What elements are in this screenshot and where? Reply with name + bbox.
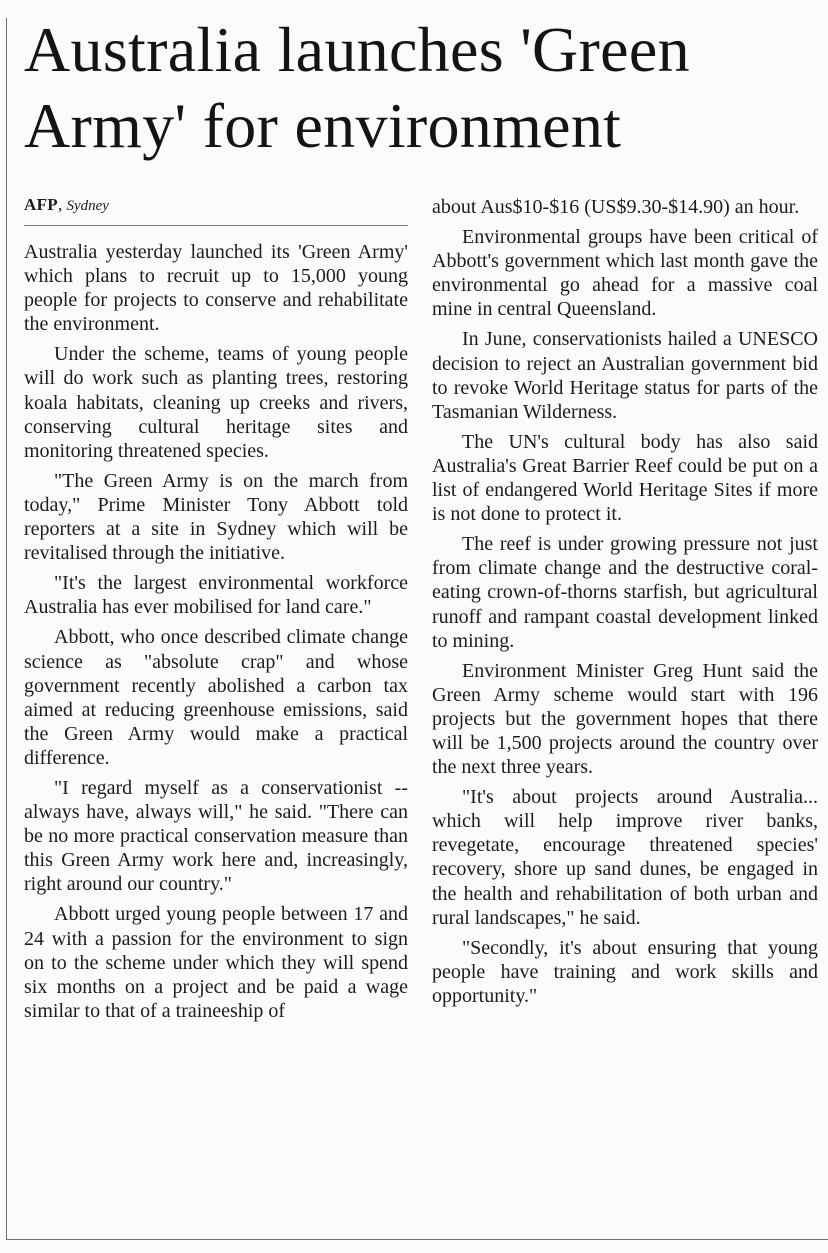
byline (24, 195, 408, 226)
paragraph-barrier-reef: The UN's cultural body has also said Australia's Great Barrier Reef could be put on a list of endangered World Heritage Sites if more is not done to protect it. (432, 430, 818, 526)
paragraph-quote-training: "Secondly, it's about ensuring that young people have training and work skills and opportunity." (432, 936, 818, 1007)
paragraph-wage: Abbott urged young people between 17 and 24 with a passion for the environment to sign on to the scheme under which they will spend six months on a project and be paid a wage similar to that of a traineeship of (24, 903, 408, 1022)
paragraph-quote-march: "The Green Army is on the march from today," Prime Minister Tony Abbott told reporters at a site in Sydney which will be revitalised through the initiative. (24, 469, 408, 565)
left-column (24, 195, 408, 1029)
paragraph-abbott-climate: Abbott, who once described climate change science as "absolute crap" and whose government recently abolished a carbon tax aimed at reducing greenhouse emissions, said the Green Army would make a practical difference. (24, 626, 408, 769)
paragraph-quote-workforce: "It's the largest environmental workforce Australia has ever mobilised for land care." (24, 572, 408, 619)
paragraph-lede: Australia yesterday launched its 'Green Army' which plans to recruit up to 15,000 young people for projects to conserve and rehabilitate the environment. (24, 241, 408, 336)
paragraph-reef-pressure: The reef is under growing pressure not just from climate change and the destructive coral-eating crown-of-thorns starfish, but agricultural runoff and rampant coastal development linked to mining. (432, 533, 818, 652)
byline-city: Sydney (66, 198, 109, 214)
paragraph-quote-projects: "It's about projects around Australia... which will help improve river banks, revegetate, encourage threatened species' recovery, shore up sand dunes, be engaged in the health and rehabilitation of both urban and rural landscapes," he said. (432, 786, 818, 929)
paragraph-environmental-groups: Environmental groups have been critical of Abbott's government which last month gave the environmental go ahead for a massive coal mine in central Queensland. (432, 226, 818, 321)
byline-agency: AFP (24, 195, 58, 214)
paragraph-unesco: In June, conservationists hailed a UNESCO decision to reject an Australian government bid to revoke World Heritage status for parts of the Tasmanian Wilderness. (432, 328, 818, 423)
byline-separator: , (57, 195, 63, 214)
paragraph-scheme: Under the scheme, teams of young people will do work such as planting trees, restoring koala habitats, cleaning up creeks and rivers, conserving cultural heritage sites and monitoring threatened species. (24, 343, 408, 462)
bottom-rule (6, 1239, 828, 1240)
paragraph-greg-hunt: Environment Minister Greg Hunt said the Green Army scheme would start with 196 projects but the government hopes that there will be 1,500 projects around the country over the next three years. (432, 659, 818, 779)
right-column (432, 195, 818, 1014)
paragraph-wage-continued: about Aus$10-$16 (US$9.30-$14.90) an hour. (432, 196, 800, 218)
left-column-rule (6, 18, 7, 1240)
paragraph-quote-conservationist: "I regard myself as a conservationist -- always have, always will," he said. "There can be no more practical conservation measure than this Green Army work here and, increasingly, right around our country." (24, 776, 408, 896)
headline: Australia launches 'Green Army' for environment (24, 14, 690, 161)
